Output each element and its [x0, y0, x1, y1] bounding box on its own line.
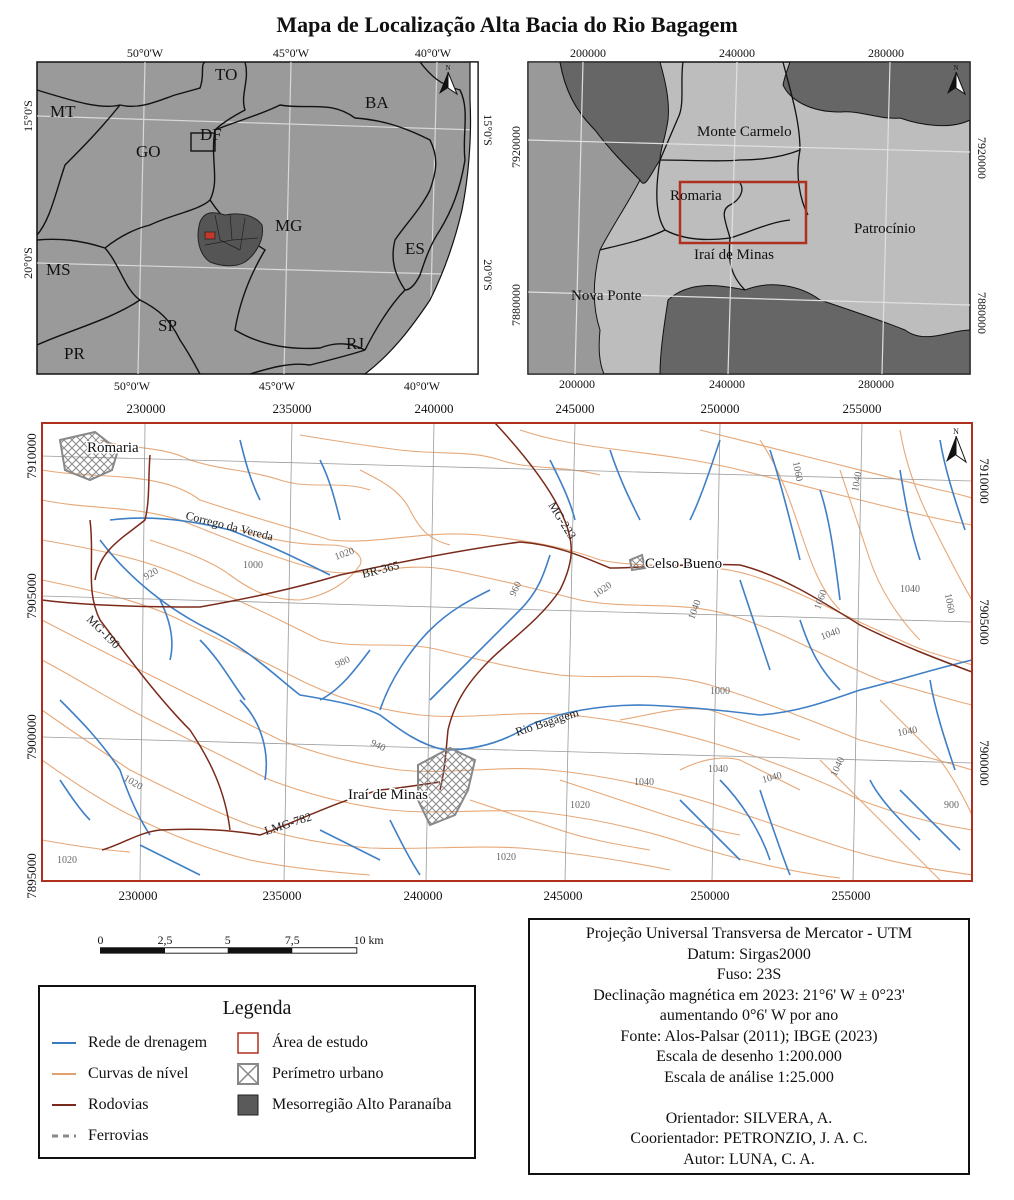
- svg-text:0: 0: [97, 933, 104, 948]
- state-label: MG: [275, 216, 303, 235]
- contour-label: 1060: [790, 460, 805, 483]
- svg-text:240000: 240000: [403, 888, 443, 903]
- svg-text:7920000: 7920000: [509, 126, 523, 168]
- contour-label: 940: [368, 737, 387, 755]
- svg-text:45°0'W: 45°0'W: [272, 46, 310, 60]
- info-drawing-scale: Escala de desenho 1:200.000: [656, 1048, 842, 1065]
- contour-label: 1020: [121, 773, 145, 793]
- svg-text:240000: 240000: [414, 401, 454, 416]
- svg-text:200000: 200000: [559, 377, 595, 391]
- legend-item-railways: Ferrovias: [50, 1125, 148, 1147]
- town-label: Celso Bueno: [645, 556, 723, 572]
- svg-text:7900000: 7900000: [977, 740, 992, 786]
- svg-text:50°0'W: 50°0'W: [126, 46, 164, 60]
- svg-text:250000: 250000: [700, 401, 740, 416]
- contour-label: 1020: [591, 579, 615, 601]
- contour-label: 1060: [812, 588, 830, 612]
- contour-label: 1020: [570, 800, 590, 811]
- contour-label: 1040: [819, 625, 842, 643]
- state-label: TO: [215, 65, 238, 84]
- info-declination: Declinação magnética em 2023: 21°6' W ± 0°23': [593, 986, 905, 1004]
- svg-text:10 km: 10 km: [353, 933, 384, 948]
- town-label: Iraí de Minas: [348, 787, 428, 803]
- road-label: LMG-782: [262, 809, 314, 838]
- svg-text:250000: 250000: [690, 888, 730, 903]
- main-study-area-map: [0, 395, 1014, 915]
- svg-text:245000: 245000: [555, 401, 595, 416]
- legend-item-contours: Curvas de nível: [50, 1063, 188, 1085]
- contour-label: 1020: [57, 855, 77, 866]
- svg-text:45°0'W: 45°0'W: [258, 379, 296, 393]
- contour-label: 980: [333, 654, 352, 671]
- contour-label: 1020: [333, 545, 356, 563]
- legend-item-urban-perimeter: Perímetro urbano: [234, 1063, 384, 1085]
- info-source: Fonte: Alos-Palsar (2011); IBGE (2023): [620, 1027, 878, 1045]
- svg-text:7880000: 7880000: [509, 284, 523, 326]
- svg-text:280000: 280000: [858, 377, 894, 391]
- svg-text:40°0'W: 40°0'W: [414, 46, 452, 60]
- contour-label: 1040: [900, 584, 920, 595]
- map-title: Mapa de Localização Alta Bacia do Rio Bagagem: [276, 12, 738, 37]
- legend-item-mesoregion: Mesorregião Alto Paranaíba: [234, 1094, 452, 1116]
- svg-text:5: 5: [224, 933, 231, 948]
- svg-text:7,5: 7,5: [284, 933, 300, 948]
- svg-text:50°0'W: 50°0'W: [113, 379, 151, 393]
- legend-item-drainage: Rede de drenagem: [50, 1032, 207, 1054]
- road-label: BR-365: [360, 558, 401, 581]
- town-label: Romaria: [87, 440, 139, 456]
- municipality-label: Monte Carmelo: [697, 124, 792, 140]
- svg-text:235000: 235000: [262, 888, 302, 903]
- road-label: MG-190: [83, 612, 124, 652]
- map-info-box: [528, 918, 970, 1175]
- contour-line-icon: [50, 1063, 78, 1085]
- state-label: ES: [405, 239, 425, 258]
- state-label: RJ: [346, 334, 364, 353]
- svg-text:255000: 255000: [842, 401, 882, 416]
- contour-label: 1040: [828, 755, 848, 779]
- svg-text:280000: 280000: [868, 46, 904, 60]
- stream-label: Corrego da Vereda: [184, 508, 275, 544]
- stream-label: Rio Bagagem: [513, 705, 581, 739]
- legend-title: Legenda: [222, 997, 292, 1019]
- municipality-label: Nova Ponte: [571, 288, 642, 304]
- svg-text:N: N: [953, 427, 959, 436]
- drainage-line-icon: [50, 1032, 78, 1054]
- brazil-inset-map: [0, 40, 500, 400]
- contour-label: 1000: [710, 686, 730, 697]
- svg-text:7910000: 7910000: [977, 458, 992, 504]
- svg-text:245000: 245000: [543, 888, 583, 903]
- svg-text:20°0'S: 20°0'S: [481, 259, 495, 291]
- svg-text:200000: 200000: [570, 46, 606, 60]
- municipality-inset-map: [500, 40, 1010, 400]
- study-area-icon: [234, 1032, 262, 1054]
- svg-text:7920000: 7920000: [975, 137, 989, 179]
- svg-text:40°0'W: 40°0'W: [403, 379, 441, 393]
- svg-text:230000: 230000: [118, 888, 158, 903]
- contour-label: 1040: [686, 598, 704, 622]
- state-label: SP: [158, 316, 177, 335]
- info-spacer: [530, 1088, 968, 1109]
- legend-box: [38, 985, 476, 1159]
- contour-label: 1040: [708, 764, 728, 775]
- contour-label: 960: [507, 580, 525, 599]
- info-advisor: Orientador: SILVERA, A.: [665, 1109, 833, 1127]
- contour-label: 1040: [634, 777, 654, 788]
- svg-text:255000: 255000: [831, 888, 871, 903]
- svg-text:7900000: 7900000: [24, 714, 39, 760]
- state-label: BA: [365, 93, 389, 112]
- svg-text:7905000: 7905000: [24, 573, 39, 619]
- legend-item-roads: Rodovias: [50, 1094, 148, 1116]
- road-line-icon: [50, 1094, 78, 1116]
- svg-text:2,5: 2,5: [157, 933, 173, 948]
- contour-label: 1060: [942, 592, 957, 615]
- info-projection: Projeção Universal Transversa de Mercator - UTM: [585, 925, 913, 942]
- urban-perimeter-icon: [234, 1063, 262, 1085]
- municipality-label: Iraí de Minas: [694, 247, 774, 263]
- municipality-label: Patrocínio: [854, 221, 916, 237]
- svg-text:7905000: 7905000: [977, 599, 992, 645]
- contour-label: 1040: [850, 470, 865, 493]
- info-analysis-scale: Escala de análise 1:25.000: [664, 1068, 834, 1086]
- svg-text:7895000: 7895000: [24, 853, 39, 899]
- railway-line-icon: [50, 1125, 78, 1147]
- contour-label: 1040: [760, 770, 784, 786]
- svg-text:7910000: 7910000: [24, 433, 39, 479]
- info-author: Autor: LUNA, C. A.: [683, 1150, 815, 1168]
- state-label: PR: [64, 344, 85, 363]
- svg-text:N: N: [445, 64, 451, 72]
- svg-text:15°0'S: 15°0'S: [21, 100, 35, 132]
- svg-text:240000: 240000: [709, 377, 745, 391]
- road-label: MG-223: [545, 499, 580, 542]
- contour-label: 920: [142, 565, 161, 583]
- state-label: MS: [46, 260, 71, 279]
- info-zone: Fuso: 23S: [716, 966, 782, 983]
- svg-text:15°0'S: 15°0'S: [481, 114, 495, 146]
- svg-text:240000: 240000: [719, 46, 755, 60]
- mesoregion-icon: [234, 1094, 262, 1116]
- info-declination-rate: aumentando 0°6' W por ano: [659, 1007, 839, 1024]
- contour-label: 900: [944, 800, 959, 811]
- scale-bar: [95, 925, 395, 965]
- contour-label: 1000: [243, 560, 263, 571]
- municipality-label: Romaria: [670, 188, 722, 204]
- svg-text:230000: 230000: [126, 401, 166, 416]
- svg-text:235000: 235000: [272, 401, 312, 416]
- contour-label: 1020: [496, 852, 516, 863]
- state-label: GO: [136, 142, 161, 161]
- info-datum: Datum: Sirgas2000: [687, 945, 811, 963]
- svg-text:20°0'S: 20°0'S: [21, 247, 35, 279]
- svg-text:N: N: [953, 64, 959, 72]
- info-coadvisor: Coorientador: PETRONZIO, J. A. C.: [630, 1130, 868, 1147]
- legend-item-study-area: Área de estudo: [234, 1032, 368, 1054]
- state-label: MT: [50, 102, 76, 121]
- contour-label: 1040: [896, 724, 919, 739]
- svg-text:7880000: 7880000: [975, 292, 989, 334]
- state-label: DF: [200, 125, 222, 144]
